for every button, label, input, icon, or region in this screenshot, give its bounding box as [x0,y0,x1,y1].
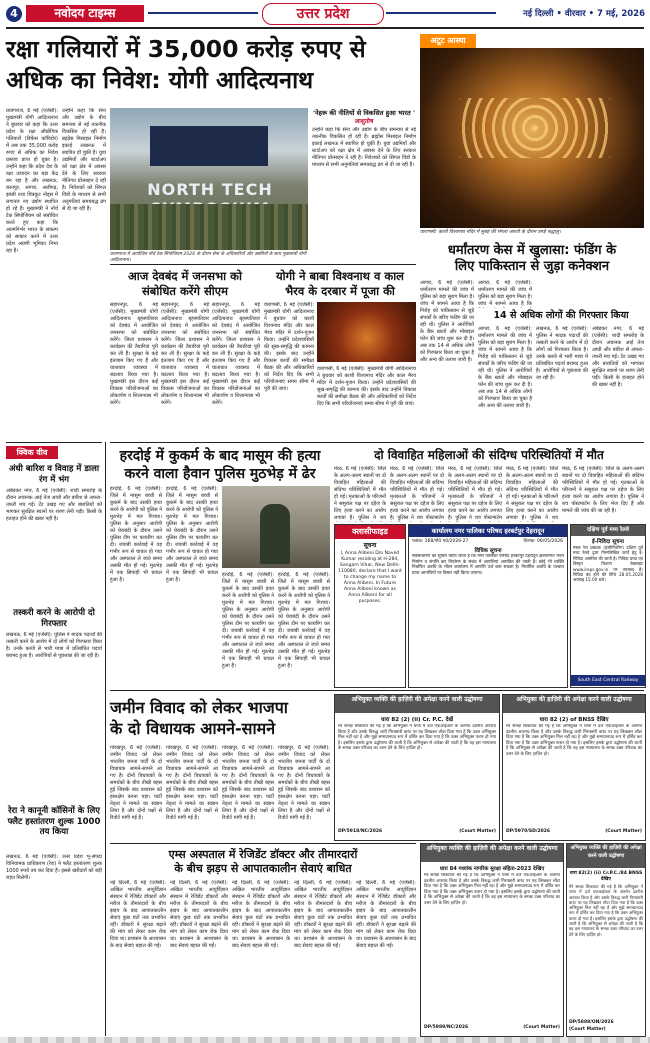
classified-subtitle: सूचना [363,542,377,549]
quick-top-rule [6,442,102,443]
hardoi-body-4: हरदोई, 6 मई (एजेंसी): जिले में मासूम बच्ची से कुकर्म के बाद उसकी हत्या करने के आरोपी को पुलिस ने मुठभेड़ में मार गिराया। पुलिस के अनुसार आरोपी को घेराबंदी के दौरान उसने पुलिस टीम पर फायरिंग कर दी। जवाबी कार्रवाई में वह गंभीर रूप से घायल हो गया और अस्पताल ले जाते समय उसकी मौत हो गई। मुठभेड़ में एक सिपाही भी घायल हुआ है। [278,572,330,669]
masthead-divider [6,27,644,29]
nagar-notice-title: कार्यालय नगर पालिका परिषद हरबर्टपुर देहरादून [409,525,567,537]
lead-subhead: 'नेहरू की नीतियों से विकसित हुआ भारत ' [313,109,415,117]
lead-sidebar-body: उन्होंने कहा कि सेना और उद्योग के बीच समन्वय से नई तकनीक विकसित हो रही है। ब्रह्मोस मिसाइल निर्माण इकाई लखनऊ में स्थापित हो चुकी है। युवा उद्यमियों और स्टार्टअप को रक्षा क्षेत्र में अवसर देने के लिए सरकार नीतिगत प्रोत्साहन दे रही है। निवेशकों को सिंगल विंडो के माध्यम से सभी अनुमतियां समयबद्ध ढंग से दी जा रही हैं। [312,127,416,168]
nagar-notice-date: दिनांक: 06/05/2026 [523,539,563,544]
yogi-baba-body-2: वाराणसी, 6 मई (एजेंसी): मुख्यमंत्री योगी आदित्यनाथ ने बुधवार को काशी विश्वनाथ मंदिर और काल भैरव मंदिर में दर्शन-पूजन किया। उन्होंने प्रदेशवासियों की सुख-समृद्धि की कामना की। इसके बाद उन्होंने विकास कार्यों की समीक्षा बैठक की और अधिकारियों को निर्देश दिए कि सभी परियोजनाएं समय सीमा में पूरी की जाएं। [317,366,416,407]
aarti-lamps [460,98,610,158]
court-notice-4 [566,843,646,1037]
zameen-body-2: गोरखपुर, 6 मई (एजेंसी): जमीन विवाद को लेकर भारतीय जनता पार्टी के दो विधायक आमने-सामने आ गए हैं। दोनों विधायकों के समर्थकों के बीच तीखी बहस हुई जिसके बाद प्रशासन को हस्तक्षेप करना पड़ा। पार्टी नेतृत्व ने मामले का संज्ञान लिया है और दोनों पक्षों से रिपोर्ट मांगी गई है। [166,745,218,821]
quick-headline-3: रेरा ने कानूनी कॉसिनों के लिए फ्लैट हस्तांतरण शुल्क 1000 तय किया [7,806,101,837]
dateline: नई दिल्ली • वीरवार • 7 मई, 2026 [523,9,645,19]
fourteen-body-1: आगरा, 6 मई (एजेंसी): धर्मांतरण मामले की जांच में पुलिस को बड़ा सुराग मिला है। जांच में सामने आया है कि गिरोह को पाकिस्तान से जुड़े संपर्कों के जरिए फंडिंग की जा रही थी। पुलिस ने आरोपियों के बैंक खातों और मोबाइल फोन की जांच शुरू कर दी है। अब तक 14 से अधिक लोगों को गिरफ्तार किया जा चुका है और अन्य की तलाश जारी है। [478,326,532,409]
lead-body-col2: उन्होंने कहा कि सेना और उद्योग के बीच समन्वय से नई तकनीक विकसित हो रही है। ब्रह्मोस मिसाइल निर्माण इकाई लखनऊ में स्थापित हो चुकी है। युवा उद्यमियों और स्टार्टअप को रक्षा क्षेत्र में अवसर देने के लिए सरकार नीतिगत प्रोत्साहन दे रही है। निवेशकों को सिंगल विंडो के माध्यम से सभी अनुमतियां समयबद्ध ढंग से दी जा रही हैं। [62,108,106,212]
lead-headline: रक्षा गलियारों में 35,000 करोड़ रुपए से अधिक का निवेश: योगी आदित्यनाथ [6,35,366,94]
court4-section: धारा 82(2) (ii) Cr.P.C./84 BNSS देखिए [569,871,643,882]
atoot-aastha-photo [420,48,644,228]
atoot-aastha-caption: वाराणसी: काशी विश्वनाथ मंदिर में सुबह की मंगला आरती के दौरान उमड़े श्रद्धालु। [420,230,561,235]
court-notice-2 [502,694,646,841]
dharmantaran-headline: धर्मांतरण केस में खुलासा: फंडिंग के लिए पाकिस्तान से जुड़ा कनेक्शन [447,243,617,274]
court-notice-1 [334,694,500,841]
quick-headline-2: तस्करी करने के आरोपी दो गिरफ्तार [13,608,95,629]
quick-body-3: लखनऊ, 6 मई (एजेंसी): उत्तर प्रदेश भू-संपदा विनियामक प्राधिकरण (रेरा) ने फ्लैट हस्तांतरण शुल्क 1000 रुपये तय कर दिया है। इससे खरीदारों को बड़ी राहत मिलेगी। [6,854,102,881]
lead-photo [110,108,308,250]
court1-section: धारा 82 (2) (ii) Cr. P.C. देखें [381,717,453,723]
aiims-body-2: नई दिल्ली, 6 मई (एजेंसी): अखिल भारतीय आयुर्विज्ञान संस्थान में रेजिडेंट डॉक्टरों और मरीज के तीमारदारों के बीच झड़प के बाद आपातकालीन सेवाएं कुछ घंटों तक प्रभावित रहीं। डॉक्टरों ने सुरक्षा बढ़ाने की मांग को लेकर काम रोक दिया था। प्रशासन के आश्वासन के बाद सेवाएं बहाल की गईं। [170,880,228,949]
railway-tender [570,524,646,688]
masthead [0,0,650,26]
court3-title: अभियुक्त व्यक्ति की हाज़िरी की अपेक्षा करने वाली उद्घोषणा [421,844,563,862]
quick-headline-1: अंधी बारिश व विवाह में डाला रंग में भंग [8,464,100,485]
devband-body-2: सहारनपुर, 6 मई (एजेंसी): मुख्यमंत्री योगी आदित्यनाथ बृहस्पतिवार को देवबंद में आयोजित जनसभा को संबोधित करेंगे। जिला प्रशासन ने कार्यक्रम की तैयारियां पूरी कर ली हैं। सुरक्षा के कड़े इंतजाम किए गए हैं और यातायात व्यवस्था में बदलाव किया गया है। मुख्यमंत्री इस दौरान कई विकास परियोजनाओं का लोकार्पण व शिलान्यास भी करेंगे। [161,302,209,406]
court4-body: मेरे समक्ष शिकायत की गई है कि अभियुक्त ने थाना में दर्ज एफआईआर के अंतर्गत दंडनीय अपराध किया है और उसके विरुद्ध जारी गिरफ्तारी वारंट पर यह लिखकर लौटा दिया गया है कि उक्त अभियुक्त मिल नहीं रहा है और मुझे समाधानप्रद रूप में दर्शित कर दिया गया है कि उक्त अभियुक्त फरार हो गया है। इसलिए इसके द्वारा उद्घोषणा की जाती है कि अभियुक्त से अपेक्षा की जाती है कि वह इस न्यायालय के समक्ष उक्त परिवाद का उत्तर देने के लिए हाज़िर हो। [569,884,643,937]
court3-body: मेरे समक्ष शिकायत की गई है कि अभियुक्त ने थाना में दर्ज एफआईआर के अंतर्गत दंडनीय अपराध किया है और उसके विरुद्ध जारी गिरफ्तारी वारंट पर यह लिखकर लौटा दिया गया है कि उक्त अभियुक्त मिल नहीं रहा है और मुझे समाधानप्रद रूप में दर्शित कर दिया गया है कि उक्त अभियुक्त फरार हो गया है। इसलिए इसके द्वारा उद्घोषणा की जाती है कि अभियुक्त से अपेक्षा की जाती है कि वह इस न्यायालय के समक्ष उक्त परिवाद का उत्तर देने के लिए हाज़िर हो। [424,873,560,906]
yogi-baba-photo [317,302,416,362]
classified-ad [334,524,406,688]
court2-footer-left: DP/5970/SD/2026 [506,829,550,834]
aiims-body-5: नई दिल्ली, 6 मई (एजेंसी): अखिल भारतीय आयुर्विज्ञान संस्थान में रेजिडेंट डॉक्टरों और मरीज के तीमारदारों के बीच झड़प के बाद आपातकालीन सेवाएं कुछ घंटों तक प्रभावित रहीं। डॉक्टरों ने सुरक्षा बढ़ाने की मांग को लेकर काम रोक दिया था। प्रशासन के आश्वासन के बाद सेवाएं बहाल की गईं। [356,880,416,949]
court2-footer-right: (Court Matter) [605,829,642,834]
devband-body-1: सहारनपुर, 6 मई (एजेंसी): मुख्यमंत्री योगी आदित्यनाथ बृहस्पतिवार को देवबंद में आयोजित जनसभा को संबोधित करेंगे। जिला प्रशासन ने कार्यक्रम की तैयारियां पूरी कर ली हैं। सुरक्षा के कड़े इंतजाम किए गए हैं और यातायात व्यवस्था में बदलाव किया गया है। मुख्यमंत्री इस दौरान कई विकास परियोजनाओं का लोकार्पण व शिलान्यास भी करेंगे। [110,302,158,406]
aiims-headline: एम्स अस्पताल में रेजिडेंट डॉक्टर और तीमारदारों के बीच झड़प से आपातकालीन सेवाएं बाधित [168,848,358,875]
dharmantaran-body-2: आगरा, 6 मई (एजेंसी): धर्मांतरण मामले की जांच में पुलिस को बड़ा सुराग मिला है। जांच में सामने आया है कि [478,280,532,307]
court3-footer-left: DP/5989/NC/2026 [424,1025,469,1030]
lead-photo-banner-text: NORTH TECH [147,180,273,199]
court4-title: अभियुक्त व्यक्ति की हाज़िरी की अपेक्षा करने वाली उद्घोषणा [567,844,645,868]
court2-section: धारा 82 (2) of BNSS देखिए [539,717,609,723]
lead-photo-banner [150,126,268,166]
aiims-body-4: नई दिल्ली, 6 मई (एजेंसी): अखिल भारतीय आयुर्विज्ञान संस्थान में रेजिडेंट डॉक्टरों और मरीज के तीमारदारों के बीच झड़प के बाद आपातकालीन सेवाएं कुछ घंटों तक प्रभावित रहीं। डॉक्टरों ने सुरक्षा बढ़ाने की मांग को लेकर काम रोक दिया था। प्रशासन के आश्वासन के बाद सेवाएं बहाल की गईं। [294,880,352,949]
quick-vertical-rule [105,442,106,1036]
court4-footer-left: DP/5888/ON/2026 [569,1020,614,1025]
quick-label: क्विक वीव [6,446,58,459]
railway-title: दक्षिण पूर्व मध्य रेलवे [571,525,645,536]
classified-title: क्लासीफाइड [335,525,405,539]
nagar-notice-sub: विधिक सूचना [474,548,502,554]
court3-section: धारा 84 मध्यांक नागरिक सुरक्षा संहिता-2023 देखिए [439,866,545,872]
hardoi-body-1: हरदोई, 6 मई (एजेंसी): जिले में मासूम बच्ची से कुकर्म के बाद उसकी हत्या करने के आरोपी को पुलिस ने मुठभेड़ में मार गिराया। पुलिस के अनुसार आरोपी को घेराबंदी के दौरान उसने पुलिस टीम पर फायरिंग कर दी। जवाबी कार्रवाई में वह गंभीर रूप से घायल हो गया और अस्पताल ले जाते समय उसकी मौत हो गई। मुठभेड़ में एक सिपाही भी घायल हुआ है। [110,486,162,583]
classified-body: I, Anna Alibeni D/o Naved Kumar residing at H-284, Sangam Vihar, New Delhi-110080, declare that I want to change my name to Anna Alibeni. In Future Anna Alibeni known as Anna Alibeni for all purposes. [338,551,402,604]
aiims-top-rule [110,843,416,844]
dharmantaran-body-1: आगरा, 6 मई (एजेंसी): धर्मांतरण मामले की जांच में पुलिस को बड़ा सुराग मिला है। जांच में सामने आया है कि गिरोह को पाकिस्तान से जुड़े संपर्कों के जरिए फंडिंग की जा रही थी। पुलिस ने आरोपियों के बैंक खातों और मोबाइल फोन की जांच शुरू कर दी है। अब तक 14 से अधिक लोगों को गिरफ्तार किया जा चुका है और अन्य की तलाश जारी है। [420,280,474,363]
hardoi-body-3: हरदोई, 6 मई (एजेंसी): जिले में मासूम बच्ची से कुकर्म के बाद उसकी हत्या करने के आरोपी को पुलिस ने मुठभेड़ में मार गिराया। पुलिस के अनुसार आरोपी को घेराबंदी के दौरान उसने पुलिस टीम पर फायरिंग कर दी। जवाबी कार्रवाई में वह गंभीर रूप से घायल हो गया और अस्पताल ले जाते समय उसकी मौत हो गई। मुठभेड़ में एक सिपाही भी घायल हुआ है। [222,572,274,669]
court4-footer-right: (Court Matter) [569,1027,606,1032]
hardoi-top-rule [110,442,644,443]
court1-footer-right: (Court Matter) [459,829,496,834]
lead-photo-caption: प्रयागराज में आयोजित नॉर्थ टेक सिंपोजियम 2026 के दौरान सेना के अधिकारियों और उद्यमियों के साथ मुख्यमंत्री योगी आदित्यनाथ। [110,252,307,263]
aiims-body-3: नई दिल्ली, 6 मई (एजेंसी): अखिल भारतीय आयुर्विज्ञान संस्थान में रेजिडेंट डॉक्टरों और मरीज के तीमारदारों के बीच झड़प के बाद आपातकालीन सेवाएं कुछ घंटों तक प्रभावित रहीं। डॉक्टरों ने सुरक्षा बढ़ाने की मांग को लेकर काम रोक दिया था। प्रशासन के आश्वासन के बाद सेवाएं बहाल की गईं। [232,880,290,949]
railway-subtitle: ई-निविदा सूचना [592,539,624,545]
court3-footer-right: (Court Matter) [523,1025,560,1030]
quick-body-1: अंबेडकर नगर, 6 मई (एजेंसी): शादी समारोह के दौरान अचानक आई तेज आंधी और बारिश से अफरा-तफरी मच गई। टेंट उखड़ गए और बारातियों को भागकर सुरक्षित स्थानों पर शरण लेनी पड़ी। किसी के हताहत होने की खबर नहीं है। [6,488,102,522]
masthead-rule-right [386,12,496,14]
zameen-top-rule [110,690,644,691]
nagar-palika-notice [408,524,568,688]
do-vivahit-body-5: मेरठ, 6 मई (एजेंसी): जिले के अलग-अलग स्थानों पर दो विवाहित महिलाओं की संदिग्ध परिस्थितियों में मौत हो गई। मृतकाओं के परिजनों ने ससुराल पक्ष पर दहेज के लिए हत्या करने का आरोप लगाया है। पुलिस ने शव पोस्टमार्टम के लिए भेज दिए हैं और मामले की जांच की जा रही है। [562,466,644,514]
zameen-body-4: गोरखपुर, 6 मई (एजेंसी): जमीन विवाद को लेकर भारतीय जनता पार्टी के दो विधायक आमने-सामने आ गए हैं। दोनों विधायकों के समर्थकों के बीच तीखी बहस हुई जिसके बाद प्रशासन को हस्तक्षेप करना पड़ा। पार्टी नेतृत्व ने मामले का संज्ञान लिया है और दोनों पक्षों से रिपोर्ट मांगी गई है। [278,745,330,821]
court1-footer-left: DP/5918/NC/2026 [338,829,383,834]
lead-photo-crowd [110,204,308,250]
lead-body-col1: प्रयागराज, 6 मई (एजेंसी): मुख्यमंत्री योगी आदित्यनाथ ने बुधवार को कहा कि उत्तर प्रदेश के रक्षा औद्योगिक गलियारों (डिफेंस कॉरिडोर) में अब तक 35,000 करोड़ रुपए से अधिक का निवेश प्रस्ताव प्राप्त हो चुका है। उन्होंने कहा कि प्रदेश देश के रक्षा उत्पादन का बड़ा केंद्र बन रहा है और लखनऊ, कानपुर, आगरा, अलीगढ़, झांसी तथा चित्रकूट नोड्स में लगातार नए उद्योग स्थापित हो रहे हैं। मुख्यमंत्री ने नॉर्थ टेक सिंपोजियम को संबोधित करते हुए कहा कि आत्मनिर्भर भारत के संकल्प को साकार करने में उत्तर प्रदेश अग्रणी भूमिका निभा रहा है। [6,108,58,254]
yogi-baba-headline: योगी ने बाबा विश्वनाथ व काल भैरव के दरबार में पूजा की [276,269,404,298]
nagar-notice-body: सर्वसाधारण को सूचित किया जाता है कि नगर पालिका परिषद हरबर्टपुर देहरादून क्षेत्रान्तर्गत भवन निर्माण व संपत्ति कर निर्धारण के संबंध में आपत्तियां आमंत्रित की जाती हैं। कोई भी व्यक्ति निर्धारित अवधि के भीतर कार्यालय में आपत्ति दर्ज करा सकता है। निर्धारित अवधि के पश्चात प्राप्त आपत्तियों पर विचार नहीं किया जाएगा। [412,554,564,576]
fourteen-body-2: लखनऊ, 6 मई (एजेंसी): पुलिस ने मादक पदार्थों की तस्करी करने के आरोप में दो लोगों को गिरफ्तार किया है। उनके कब्जे से भारी मात्रा में प्रतिबंधित पदार्थ बरामद हुआ है। आरोपियों से पूछताछ की जा रही है। [536,326,588,381]
devband-body-3: सहारनपुर, 6 मई (एजेंसी): मुख्यमंत्री योगी आदित्यनाथ बृहस्पतिवार को देवबंद में आयोजित जनसभा को संबोधित करेंगे। जिला प्रशासन ने कार्यक्रम की तैयारियां पूरी कर ली हैं। सुरक्षा के कड़े इंतजाम किए गए हैं और यातायात व्यवस्था में बदलाव किया गया है। मुख्यमंत्री इस दौरान कई विकास परियोजनाओं का लोकार्पण व शिलान्यास भी करेंगे। [212,302,260,406]
zameen-headline: जमीन विवाद को लेकर भाजपा के दो विधायक आमने-सामने [110,698,288,738]
do-vivahit-body-2: मेरठ, 6 मई (एजेंसी): जिले के अलग-अलग स्थानों पर दो विवाहित महिलाओं की संदिग्ध परिस्थितियों में मौत हो गई। मृतकाओं के परिजनों ने ससुराल पक्ष पर दहेज के लिए हत्या करने का आरोप लगाया है। पुलिस ने शव पोस्टमार्टम [390,466,444,521]
zameen-body-1: गोरखपुर, 6 मई (एजेंसी): जमीन विवाद को लेकर भारतीय जनता पार्टी के दो विधायक आमने-सामने आ गए हैं। दोनों विधायकों के समर्थकों के बीच तीखी बहस हुई जिसके बाद प्रशासन को हस्तक्षेप करना पड़ा। पार्टी नेतृत्व ने मामले का संज्ञान लिया है और दोनों पक्षों से रिपोर्ट मांगी गई है। [110,745,162,821]
railway-body: मंडल रेल प्रबंधक (इंजीनियरिंग) दक्षिण पूर्व मध्य रेलवे द्वारा निम्नलिखित कार्य हेतु ई-निविदा आमंत्रित की जाती है। निविदा प्रपत्र एवं विस्तृत विवरण वेबसाइट www.ireps.gov.in पर उपलब्ध है। निविदा बंद होने की तिथि 28.05.2026 अपराह्न 15.00 बजे। [573,545,643,583]
atoot-aastha-label: अटूट आस्था [420,34,476,48]
do-vivahit-body-1: मेरठ, 6 मई (एजेंसी): जिले के अलग-अलग स्थानों पर दो विवाहित महिलाओं की संदिग्ध परिस्थितियों में मौत हो गई। मृतकाओं के परिजनों ने ससुराल पक्ष पर दहेज के लिए हत्या करने का आरोप लगाया है। पुलिस ने शव [334,466,386,521]
paper-logo: नवोदय टाइम्स [26,5,144,22]
nagar-notice-ref: पत्रांक: 168/नो0 प0/2026-27 [412,539,469,544]
do-vivahit-body-4: मेरठ, 6 मई (एजेंसी): जिले के अलग-अलग स्थानों पर दो विवाहित महिलाओं की संदिग्ध परिस्थितियों में मौत हो गई। मृतकाओं के परिजनों ने ससुराल पक्ष पर दहेज के लिए हत्या करने का आरोप लगाया है। पुलिस ने शव [506,466,558,521]
yogi-baba-body-1: वाराणसी, 6 मई (एजेंसी): मुख्यमंत्री योगी आदित्यनाथ ने बुधवार को काशी विश्वनाथ मंदिर और काल भैरव मंदिर में दर्शन-पूजन किया। उन्होंने प्रदेशवासियों की सुख-समृद्धि की कामना की। इसके बाद उन्होंने विकास कार्यों की समीक्षा बैठक की और अधिकारियों को निर्देश दिए कि सभी परियोजनाएं समय सीमा में पूरी की जाएं। [264,302,314,392]
hardoi-photo-figure [260,504,290,564]
fourteen-body-3: अंबेडकर नगर, 6 मई (एजेंसी): शादी समारोह के दौरान अचानक आई तेज आंधी और बारिश से अफरा-तफरी मच गई। टेंट उखड़ गए और बारातियों को भागकर सुरक्षित स्थानों पर शरण लेनी पड़ी। किसी के हताहत होने की खबर नहीं है। [592,326,644,388]
hardoi-photo [222,486,330,568]
page-number: 4 [6,6,22,22]
quick-body-2: लखनऊ, 6 मई (एजेंसी): पुलिस ने मादक पदार्थों की तस्करी करने के आरोप में दो लोगों को गिरफ्तार किया है। उनके कब्जे से भारी मात्रा में प्रतिबंधित पदार्थ बरामद हुआ है। आरोपियों से पूछताछ की जा रही है। [6,632,102,659]
devband-headline: आज देवबंद में जनसभा को संबोधित करेंगे सीएम [128,269,242,298]
fourteen-headline: 14 से अधिक लोगों की गिरफ्तार किया [493,310,629,321]
court1-body: मेरे समक्ष शिकायत की गई है कि अभियुक्त ने थाना में दर्ज एफआईआर के अंतर्गत दंडनीय अपराध किया है और उसके विरुद्ध जारी गिरफ्तारी वारंट पर यह लिखकर लौटा दिया गया है कि उक्त अभियुक्त मिल नहीं रहा है और मुझे समाधानप्रद रूप में दर्शित कर दिया गया है कि उक्त अभियुक्त फरार हो गया है। इसलिए इसके द्वारा उद्घोषणा की जाती है कि अभियुक्त से अपेक्षा की जाती है कि वह इस न्यायालय के समक्ष उक्त परिवाद का उत्तर देने के लिए हाज़िर हो। [338,724,496,752]
masthead-rule-left [148,12,258,14]
lead-byline: आशुतोष [354,118,374,125]
do-vivahit-body-3: मेरठ, 6 मई (एजेंसी): जिले के अलग-अलग स्थानों पर दो विवाहित महिलाओं की संदिग्ध परिस्थितियों में मौत हो गई। मृतकाओं के परिजनों ने ससुराल पक्ष पर दहेज के लिए हत्या करने का आरोप लगाया है। पुलिस ने शव पोस्टमार्टम [448,466,502,521]
court1-title: अभियुक्त व्यक्ति की हाज़िरी की अपेक्षा करने वाली उद्घोषणा [335,695,499,713]
court2-body: मेरे समक्ष शिकायत की गई है कि अभियुक्त ने थाना में दर्ज एफआईआर के अंतर्गत दंडनीय अपराध किया है और उसके विरुद्ध जारी गिरफ्तारी वारंट पर यह लिखकर लौटा दिया गया है कि उक्त अभियुक्त मिल नहीं रहा है और मुझे समाधानप्रद रूप में दर्शित कर दिया गया है कि उक्त अभियुक्त फरार हो गया है। इसलिए इसके द्वारा उद्घोषणा की जाती है कि अभियुक्त से अपेक्षा की जाती है कि वह इस न्यायालय के समक्ष उक्त परिवाद का उत्तर देने के लिए हाज़िर हो। [506,724,642,757]
aiims-body-1: नई दिल्ली, 6 मई (एजेंसी): अखिल भारतीय आयुर्विज्ञान संस्थान में रेजिडेंट डॉक्टरों और मरीज के तीमारदारों के बीच झड़प के बाद आपातकालीन सेवाएं कुछ घंटों तक प्रभावित रहीं। डॉक्टरों ने सुरक्षा बढ़ाने की मांग को लेकर काम रोक दिया था। प्रशासन के आश्वासन के बाद सेवाएं बहाल की गईं। [110,880,166,949]
hardoi-body-2: हरदोई, 6 मई (एजेंसी): जिले में मासूम बच्ची से कुकर्म के बाद उसकी हत्या करने के आरोपी को पुलिस ने मुठभेड़ में मार गिराया। पुलिस के अनुसार आरोपी को घेराबंदी के दौरान उसने पुलिस टीम पर फायरिंग कर दी। जवाबी कार्रवाई में वह गंभीर रूप से घायल हो गया और अस्पताल ले जाते समय उसकी मौत हो गई। मुठभेड़ में एक सिपाही भी घायल हुआ है। [166,486,218,583]
court-notice-3 [420,843,564,1037]
zameen-body-3: गोरखपुर, 6 मई (एजेंसी): जमीन विवाद को लेकर भारतीय जनता पार्टी के दो विधायक आमने-सामने आ गए हैं। दोनों विधायकों के समर्थकों के बीच तीखी बहस हुई जिसके बाद प्रशासन को हस्तक्षेप करना पड़ा। पार्टी नेतृत्व ने मामले का संज्ञान लिया है और दोनों पक्षों से रिपोर्ट मांगी गई है। [222,745,274,821]
mid-rule-1 [110,264,416,265]
do-vivahit-headline: दो विवाहित महिलाओं की संदिग्ध परिस्थितियों में मौत [374,448,604,462]
bottom-color-strip [0,1037,650,1043]
railway-footer: South East Central Railway [571,675,645,686]
court2-title: अभियुक्त की हाज़िरी की अपेक्षा करने वाली उद्घोषणा [503,695,645,713]
section-title: उत्तर प्रदेश [262,3,384,25]
hardoi-headline: हरदोई में कुकर्म के बाद मासूम की हत्या करने वाला हैवान पुलिस मुठभेड़ में ढेर [119,448,321,482]
